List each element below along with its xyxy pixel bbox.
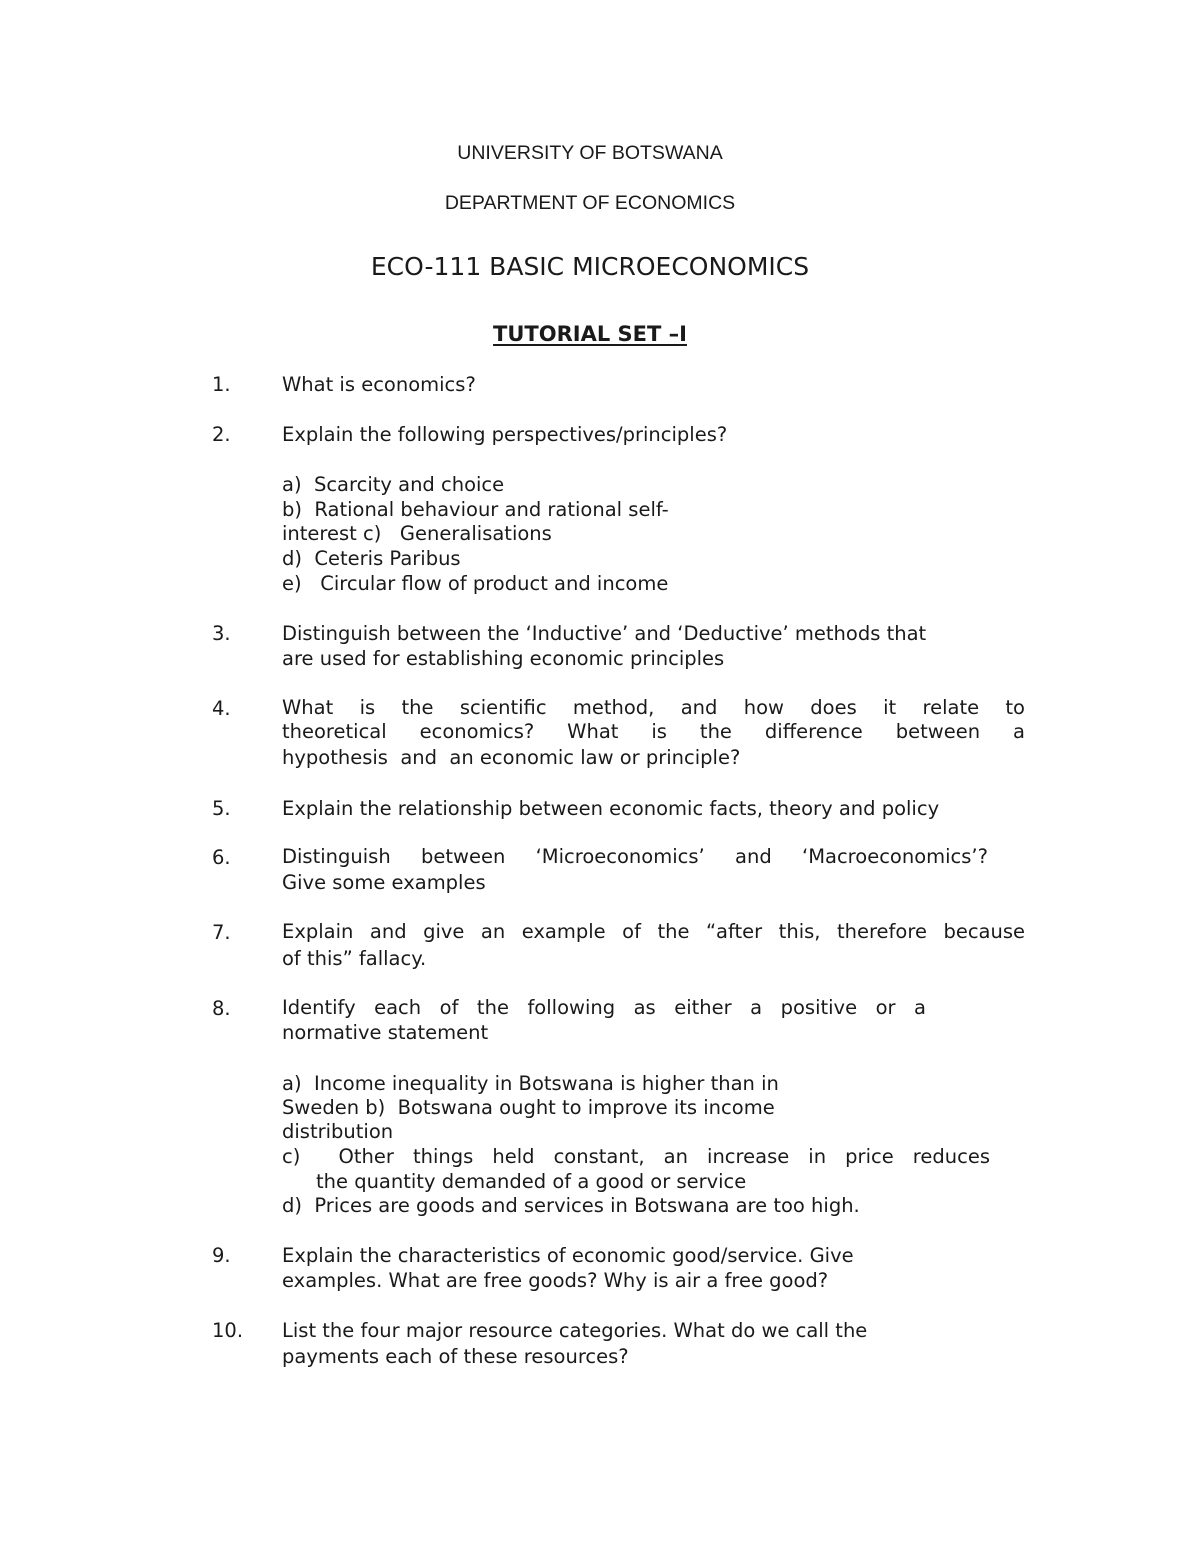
- question-number: 1.: [212, 373, 231, 396]
- sub-item: c) Other things held constant, an increase in price reduces: [282, 1145, 990, 1168]
- question-text: Give some examples: [282, 871, 486, 894]
- question-number: 4.: [212, 697, 231, 720]
- question-text: Explain and give an example of the “after this, therefore because: [282, 920, 1025, 943]
- question-number: 10.: [212, 1319, 244, 1342]
- sub-item: distribution: [282, 1120, 394, 1143]
- course-title: ECO-111 BASIC MICROECONOMICS: [370, 252, 810, 281]
- question-text: of this” fallacy.: [282, 947, 427, 970]
- question-number: 5.: [212, 797, 231, 820]
- sub-item: e) Circular flow of product and income: [282, 572, 669, 595]
- question-text: hypothesis and an economic law or principle?: [282, 746, 741, 769]
- question-number: 2.: [212, 423, 231, 446]
- question-text: Distinguish between the ‘Inductive’ and ‘Deductive’ methods that: [282, 622, 927, 645]
- question-text: What is the scientific method, and how does it relate to: [282, 696, 1025, 719]
- tutorial-title: TUTORIAL SET –I: [493, 322, 687, 346]
- question-text: Explain the following perspectives/principles?: [282, 423, 728, 446]
- question-text: Distinguish between ‘Microeconomics’ and ‘Macroeconomics’?: [282, 845, 988, 868]
- question-text: What is economics?: [282, 373, 476, 396]
- question-text: examples. What are free goods? Why is air a free good?: [282, 1269, 829, 1292]
- question-text: List the four major resource categories. What do we call the: [282, 1319, 868, 1342]
- question-text: theoretical economics? What is the difference between a: [282, 720, 1025, 743]
- question-number: 3.: [212, 622, 231, 645]
- question-number: 8.: [212, 997, 231, 1020]
- sub-item: d) Prices are goods and services in Botswana are too high.: [282, 1194, 860, 1217]
- sub-item: d) Ceteris Paribus: [282, 547, 461, 570]
- sub-item: a) Income inequality in Botswana is higher than in: [282, 1072, 779, 1095]
- question-text: Identify each of the following as either a positive or a: [282, 996, 926, 1019]
- sub-item: a) Scarcity and choice: [282, 473, 505, 496]
- question-text: are used for establishing economic principles: [282, 647, 725, 670]
- question-number: 9.: [212, 1244, 231, 1267]
- question-text: payments each of these resources?: [282, 1345, 629, 1368]
- question-number: 7.: [212, 921, 231, 944]
- department-heading: DEPARTMENT OF ECONOMICS: [444, 192, 736, 214]
- sub-item: interest c) Generalisations: [282, 522, 552, 545]
- sub-item: Sweden b) Botswana ought to improve its income: [282, 1096, 775, 1119]
- question-text: Explain the characteristics of economic good/service. Give: [282, 1244, 854, 1267]
- question-text: normative statement: [282, 1021, 489, 1044]
- university-heading: UNIVERSITY OF BOTSWANA: [457, 142, 723, 164]
- question-number: 6.: [212, 846, 231, 869]
- question-text: Explain the relationship between economic facts, theory and policy: [282, 797, 940, 820]
- sub-item: the quantity demanded of a good or service: [316, 1170, 747, 1193]
- sub-item: b) Rational behaviour and rational self-: [282, 498, 669, 521]
